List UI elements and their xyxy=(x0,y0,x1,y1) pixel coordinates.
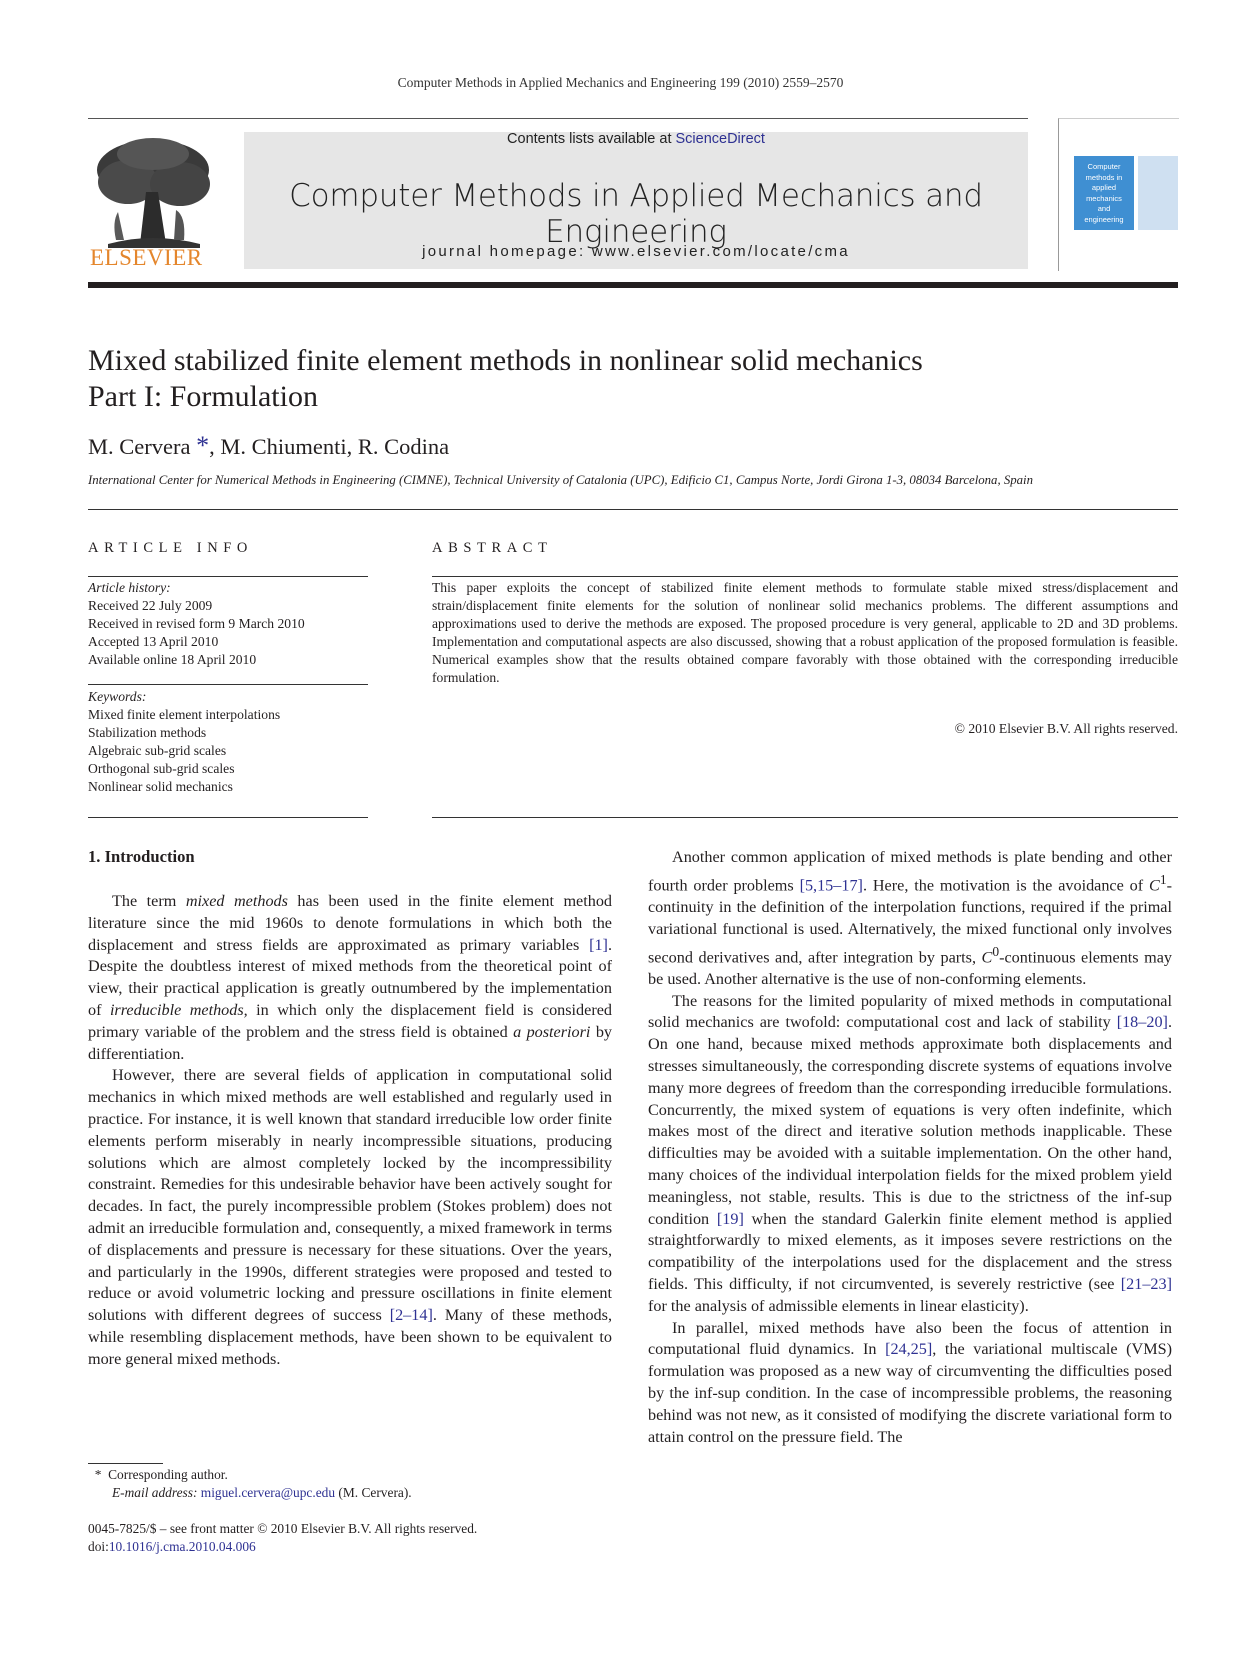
contents-line xyxy=(244,131,1028,147)
doi-label: doi: xyxy=(88,1539,109,1554)
journal-homepage[interactable]: journal homepage: www.elsevier.com/locate/cma xyxy=(422,243,850,260)
cover-line: and xyxy=(1097,204,1111,213)
superscript: 0 xyxy=(992,943,1000,959)
email-link[interactable]: miguel.cervera@upc.edu xyxy=(200,1485,336,1500)
citation-link[interactable]: [24,25] xyxy=(885,1340,933,1359)
divider xyxy=(432,576,1178,577)
keyword: Mixed finite element interpolations xyxy=(88,707,281,722)
article-title xyxy=(88,343,923,415)
journal-name: Computer Methods in Applied Mechanics and Engineering xyxy=(289,178,983,250)
citation-link[interactable]: [5,15–17] xyxy=(799,876,863,895)
history-item: Received in revised form 9 March 2010 xyxy=(88,616,305,631)
title-line-1: Mixed stabilized finite element methods in nonlinear solid mechanics xyxy=(88,344,923,377)
other-authors: , M. Chiumenti, R. Codina xyxy=(209,434,450,459)
doi-link[interactable]: 10.1016/j.cma.2010.04.006 xyxy=(108,1539,256,1554)
author-list xyxy=(88,431,449,461)
top-rule xyxy=(88,118,1028,119)
doi-line xyxy=(88,1538,477,1556)
running-head: Computer Methods in Applied Mechanics and Engineering 199 (2010) 2559–2570 xyxy=(397,75,844,90)
text: , the variational multiscale (VMS) formulation was proposed as a new way of circumventing the difficulties posed by the inf-sup condition. In the case of incompressible problems, the reasoning behind was not new, as it consisted of modifying the discrete variational form to attain control on the pressure field. The xyxy=(648,1340,1173,1446)
keyword: Stabilization methods xyxy=(88,725,207,740)
citation-link[interactable]: [18–20] xyxy=(1116,1013,1168,1032)
footnote-line xyxy=(88,1466,412,1484)
math-symbol: C xyxy=(981,947,993,966)
emphasis: irreducible methods, xyxy=(109,1000,248,1019)
text: by differentiation. xyxy=(88,1022,613,1063)
masthead-rule xyxy=(88,282,1178,288)
text: The reasons for the limited popularity of mixed methods in computational solid mechanics are twofold: computational cost and lack of stability xyxy=(648,991,1172,1032)
superscript: 1 xyxy=(1159,871,1167,887)
text: In parallel, mixed methods have also been the focus of attention in computational fluid dynamics. In xyxy=(648,1318,1172,1359)
emphasis: a posteriori xyxy=(513,1022,591,1041)
footnote-rule xyxy=(88,1463,163,1464)
text: -continuous elements may be used. Another alternative is the use of non-conforming elements. xyxy=(648,947,1172,988)
text: Another common application of mixed methods is plate bending and other fourth order problems xyxy=(648,848,1172,895)
paragraph xyxy=(648,991,1172,1318)
text: . Many of these methods, while resembling displacement methods, have been shown to be equivalent to more general mixed methods. xyxy=(88,1306,612,1368)
abstract-text: This paper exploits the concept of stabilized finite element methods to formulate stable mixed stress/displacement and strain/displacement finite elements for the solution of nonlinear solid mechanics problems. The different assumptions and approximations used to derive the methods are exposed. The proposed procedure is very general, applicable to 2D and 3D problems. Implementation and computational aspects are also discussed, showing that a robust application of the proposed formulation is feasible. Numerical examples show that the results obtained compare favorably with those obtained with the corresponding irreducible formulation. xyxy=(432,580,1178,685)
footnote-text: Corresponding author. xyxy=(108,1467,228,1482)
keyword: Orthogonal sub-grid scales xyxy=(88,761,235,776)
corresponding-author-star[interactable]: * xyxy=(196,431,210,460)
math-symbol: C xyxy=(1149,876,1160,895)
footnote-mark: * xyxy=(94,1467,102,1482)
front-matter xyxy=(88,1520,477,1556)
issn-line: 0045-7825/$ – see front matter © 2010 Elsevier B.V. All rights reserved. xyxy=(88,1521,478,1536)
footnote xyxy=(88,1466,412,1502)
citation-link[interactable]: [19] xyxy=(716,1209,744,1228)
cover-line: Computer xyxy=(1087,162,1121,171)
keyword: Algebraic sub-grid scales xyxy=(88,743,227,758)
cover-side-panel xyxy=(1138,156,1178,230)
divider xyxy=(88,576,368,577)
cover-title-block xyxy=(1074,156,1134,230)
sciencedirect-link[interactable]: ScienceDirect xyxy=(675,131,765,147)
publisher-wordmark: ELSEVIER xyxy=(90,245,203,270)
emphasis: mixed methods xyxy=(185,892,288,910)
keywords-label: Keywords: xyxy=(88,689,147,704)
divider xyxy=(88,684,368,685)
email-label: E-mail address: xyxy=(112,1485,198,1500)
divider xyxy=(432,817,1178,818)
citation-link[interactable]: [1] xyxy=(589,935,608,954)
author-cervera: M. Cervera xyxy=(88,434,191,459)
text: . Here, the motivation is the avoidance of xyxy=(862,876,1150,895)
text: in which only the displacement field is considered primary variable of the problem and the stress field is obtained xyxy=(88,1000,613,1041)
text: for the analysis of admissible elements in linear elasticity). xyxy=(648,1296,1029,1315)
body-column-left xyxy=(88,891,612,1371)
abstract-copyright: © 2010 Elsevier B.V. All rights reserved. xyxy=(954,721,1178,736)
text: The term xyxy=(112,892,186,910)
cover-line: engineering xyxy=(1084,214,1124,224)
cover-line: applied xyxy=(1091,183,1117,192)
section-heading-introduction: 1. Introduction xyxy=(88,847,195,866)
divider xyxy=(88,509,1178,510)
text: when the standard Galerkin finite element method is applied straightforwardly to mixed elements, as it imposes severe restrictions on the compatibility of the interpolations used for the displacement and the stress fields. This difficulty, if not circumvented, is severely restrictive (see xyxy=(648,1209,1173,1293)
divider xyxy=(88,817,368,818)
article-history xyxy=(88,579,305,669)
history-item: Accepted 13 April 2010 xyxy=(88,634,219,649)
text: has been used in the finite element method literature since the mid 1960s to denote formulations in which both the displacement and stress fields are approximated as primary variables xyxy=(88,892,613,954)
paragraph xyxy=(648,847,1172,991)
text: . Despite the doubtless interest of mixed methods from the theoretical point of view, their practical application is greatly outnumbered by the implementation of xyxy=(88,935,612,1019)
body-column-right xyxy=(648,847,1172,1448)
history-item: Available online 18 April 2010 xyxy=(88,652,257,667)
cover-line: mechanics xyxy=(1086,193,1122,203)
affiliation: International Center for Numerical Methods in Engineering (CIMNE), Technical University of Catalonia (UPC), Edificio C1, Campus Norte, Jordi Girona 1-3, 08034 Barcelona, Spain xyxy=(88,473,1033,487)
citation-link[interactable]: [21–23] xyxy=(1120,1274,1172,1293)
paragraph xyxy=(88,1065,612,1370)
contents-prefix: Contents lists available at xyxy=(507,131,676,147)
paragraph xyxy=(648,1318,1172,1449)
keyword: Nonlinear solid mechanics xyxy=(88,779,233,794)
citation-link[interactable]: [2–14] xyxy=(389,1306,433,1325)
title-line-2: Part I: Formulation xyxy=(88,380,318,413)
text: . On one hand, because mixed methods approximate both displacements and stresses simultaneously, the corresponding discrete systems of equations involve many more degrees of freedom than the corresponding irreducible formulations. Concurrently, the mixed system of equations is very often indefinite, which makes most of the direct and iterative solution methods inapplicable. These difficulties may be avoided with a suitable implementation. On the other hand, many choices of the individual interpolation fields for the mixed problem yield meaningless, not stable, results. This is due to the strictness of the inf-sup condition xyxy=(648,1013,1172,1228)
text: -continuity in the definition of the interpolation functions, required if the primal variational functional is used. Alternatively, the mixed functional only involves second derivatives and, after integration by parts, xyxy=(648,876,1172,966)
article-info-heading: ARTICLE INFO xyxy=(88,540,254,556)
keywords xyxy=(88,688,280,796)
cover-line: methods in xyxy=(1085,172,1123,182)
footnote-text: (M. Cervera). xyxy=(335,1485,412,1500)
text: However, there are several fields of application in computational solid mechanics in which mixed methods are well established and regularly used in practice. For instance, it is well known that standard irreducible low order finite elements perform miserably in nearly incompressible situations, producing solutions which are almost completely locked by the incompressibility constraint. Remedies for this undesirable behavior have been actively sought for decades. In fact, the purely incompressible problem (Stokes problem) does not admit an irreducible formulation and, consequently, a mixed framework in terms of displacements and pressure is necessary for these situations. Over the years, and particularly in the 1990s, different strategies were proposed and tested to reduce or avoid volumetric locking and pressure oscillations in finite element solutions with different degrees of success xyxy=(88,1066,612,1325)
abstract-heading: ABSTRACT xyxy=(432,540,553,556)
paragraph xyxy=(88,891,612,1065)
history-label: Article history: xyxy=(88,580,171,595)
footnote-line xyxy=(88,1484,412,1502)
history-item: Received 22 July 2009 xyxy=(88,598,213,613)
